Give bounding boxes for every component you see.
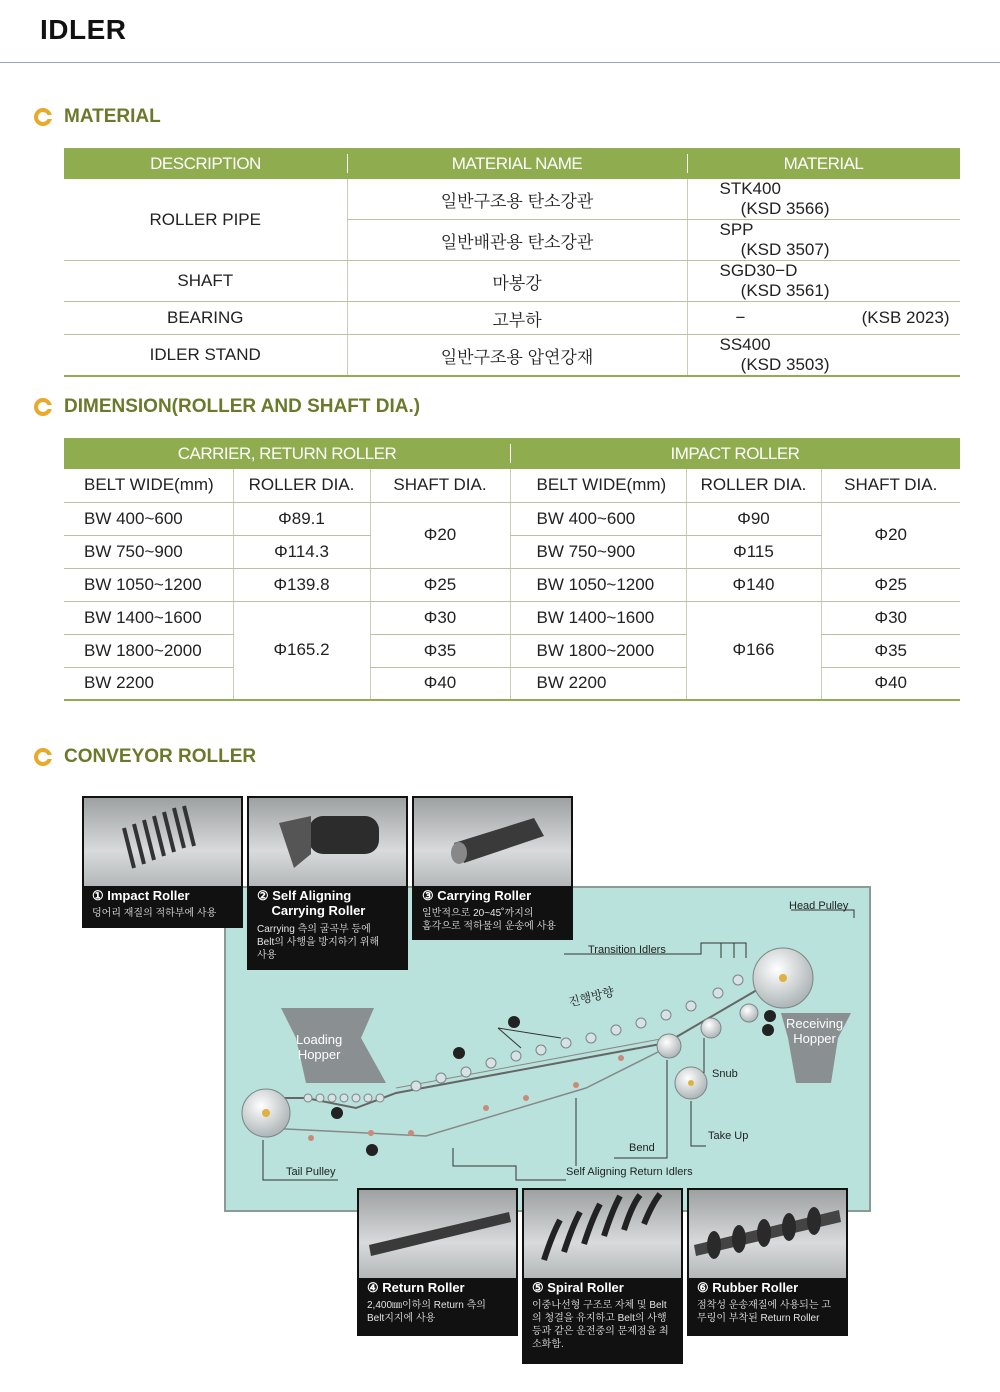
material-desc-bearing: BEARING: [64, 302, 347, 335]
subheader-shaft-dia: SHAFT DIA.: [370, 469, 510, 502]
subheader-belt-wide: BELT WIDE(mm): [510, 469, 686, 502]
loading-hopper-label: Loading Hopper: [296, 1032, 343, 1062]
bend-label: Bend: [629, 1142, 655, 1154]
dimension-table: [64, 438, 960, 701]
return-roller-photo: [359, 1190, 516, 1278]
rubber-roller-title: ⑥ Rubber Roller: [697, 1280, 799, 1295]
bullet-ring-icon: [34, 398, 52, 416]
carrier-belt-cell: BW 1800~2000: [64, 634, 233, 667]
conveyor-heading: [34, 746, 256, 768]
material-spec-cell: − (KSB 2023): [687, 302, 960, 335]
material-spec-cell: SPP(KSD 3507): [687, 220, 960, 261]
direction-label: 진행방향: [567, 984, 616, 1010]
material-name-cell: 일반구조용 압연강재: [347, 335, 687, 377]
material-heading-text: MATERIAL: [64, 106, 161, 127]
impact-roller-cell: Φ140: [686, 568, 821, 601]
impact-shaft-cell: Φ35: [821, 634, 960, 667]
carrier-roller-cell: Φ165.2: [233, 601, 370, 700]
material-heading: [34, 106, 161, 128]
spiral-roller-photo: [524, 1190, 681, 1278]
rubber-roller-desc: 점착성 운송재질에 사용되는 고 무링이 부착된 Return Roller: [697, 1300, 831, 1324]
impact-roller-header: IMPACT ROLLER: [510, 438, 960, 469]
material-desc-idler-stand: IDLER STAND: [64, 335, 347, 377]
material-header-name: MATERIAL NAME: [347, 148, 687, 179]
material-desc-shaft: SHAFT: [64, 261, 347, 302]
material-spec-cell: STK400(KSD 3566): [687, 179, 960, 220]
carrier-shaft-cell: Φ30: [370, 601, 510, 634]
spiral-roller-desc: 이중나선형 구조로 자체 및 Belt 의 청결을 유지하고 Belt의 사행 등과 같은 운전중의 문제점을 최 소화함.: [532, 1300, 669, 1350]
impact-belt-cell: BW 2200: [510, 667, 686, 700]
impact-belt-cell: BW 1050~1200: [510, 568, 686, 601]
carrier-return-header: CARRIER, RETURN ROLLER: [64, 438, 510, 469]
page-title: IDLER: [40, 14, 127, 45]
carrier-belt-cell: BW 750~900: [64, 535, 233, 568]
self-aligning-roller-title: ② Self Aligning Carrying Roller: [257, 888, 366, 918]
material-header-description: DESCRIPTION: [64, 148, 347, 179]
bullet-ring-icon: [34, 108, 52, 126]
rubber-roller-card: [687, 1188, 848, 1336]
impact-roller-photo: [84, 798, 241, 886]
impact-roller-cell: Φ90: [686, 502, 821, 535]
bullet-ring-icon: [34, 748, 52, 766]
material-header-material: MATERIAL: [687, 148, 960, 179]
impact-shaft-cell: Φ40: [821, 667, 960, 700]
carrier-roller-cell: Φ114.3: [233, 535, 370, 568]
carrier-roller-cell: Φ89.1: [233, 502, 370, 535]
carrier-roller-cell: Φ139.8: [233, 568, 370, 601]
material-name-cell: 일반배관용 탄소강관: [347, 220, 687, 261]
dimension-heading-text: DIMENSION(ROLLER AND SHAFT DIA.): [64, 396, 421, 417]
carrying-roller-photo: [414, 798, 571, 886]
material-spec-cell: SGD30−D(KSD 3561): [687, 261, 960, 302]
impact-roller-card: [82, 796, 243, 928]
carrier-belt-cell: BW 1050~1200: [64, 568, 233, 601]
carrier-shaft-cell: Φ40: [370, 667, 510, 700]
self-aligning-return-label: Self Aligning Return Idlers: [566, 1166, 693, 1178]
self-aligning-roller-card: [247, 796, 408, 970]
rubber-roller-photo: [689, 1190, 846, 1278]
return-roller-title: ④ Return Roller: [367, 1280, 465, 1295]
subheader-roller-dia: ROLLER DIA.: [686, 469, 821, 502]
self-aligning-roller-photo: [249, 798, 406, 886]
material-name-cell: 마봉강: [347, 261, 687, 302]
return-roller-card: [357, 1188, 518, 1336]
impact-belt-cell: BW 1800~2000: [510, 634, 686, 667]
carrying-roller-title: ③ Carrying Roller: [422, 888, 532, 903]
material-name-cell: 일반구조용 탄소강관: [347, 179, 687, 220]
carrying-roller-card: [412, 796, 573, 940]
take-up-label: Take Up: [708, 1130, 749, 1142]
subheader-shaft-dia: SHAFT DIA.: [821, 469, 960, 502]
carrier-shaft-cell: Φ25: [370, 568, 510, 601]
subheader-belt-wide: BELT WIDE(mm): [64, 469, 233, 502]
carrier-belt-cell: BW 400~600: [64, 502, 233, 535]
material-name-cell: 고부하: [347, 302, 687, 335]
self-aligning-roller-desc: Carrying 측의 굴곡부 등에 Belt의 사행을 방지하기 위해 사용: [257, 924, 380, 961]
impact-shaft-cell: Φ20: [821, 502, 960, 568]
dimension-heading: [34, 396, 420, 418]
material-spec-cell: SS400(KSD 3503): [687, 335, 960, 377]
impact-shaft-cell: Φ25: [821, 568, 960, 601]
tail-pulley-label: Tail Pulley: [286, 1166, 336, 1178]
conveyor-heading-text: CONVEYOR ROLLER: [64, 746, 257, 767]
impact-roller-cell: Φ115: [686, 535, 821, 568]
carrier-shaft-cell: Φ20: [370, 502, 510, 568]
receiving-hopper-label: Receiving Hopper: [786, 1016, 844, 1046]
impact-roller-desc: 덩어리 재질의 적하부에 사용: [92, 908, 217, 919]
spiral-roller-card: [522, 1188, 683, 1364]
snub-label: Snub: [712, 1068, 738, 1080]
carrier-shaft-cell: Φ35: [370, 634, 510, 667]
subheader-roller-dia: ROLLER DIA.: [233, 469, 370, 502]
carrier-belt-cell: BW 1400~1600: [64, 601, 233, 634]
material-desc-roller-pipe: ROLLER PIPE: [64, 179, 347, 261]
material-table: [64, 148, 960, 377]
carrying-roller-desc: 일반적으로 20~45˚까지의 홈각으로 적하물의 운송에 사용: [422, 908, 556, 932]
spiral-roller-title: ⑤ Spiral Roller: [532, 1280, 624, 1295]
title-divider: [0, 62, 1000, 63]
impact-shaft-cell: Φ30: [821, 601, 960, 634]
impact-roller-cell: Φ166: [686, 601, 821, 700]
return-roller-desc: 2,400㎜이하의 Return 측의 Belt지지에 사용: [367, 1300, 486, 1324]
transition-idlers-label: Transition Idlers: [588, 944, 666, 956]
carrier-belt-cell: BW 2200: [64, 667, 233, 700]
impact-belt-cell: BW 1400~1600: [510, 601, 686, 634]
head-pulley-label: Head Pulley: [789, 900, 849, 912]
impact-roller-title: ① Impact Roller: [92, 888, 190, 903]
impact-belt-cell: BW 400~600: [510, 502, 686, 535]
impact-belt-cell: BW 750~900: [510, 535, 686, 568]
